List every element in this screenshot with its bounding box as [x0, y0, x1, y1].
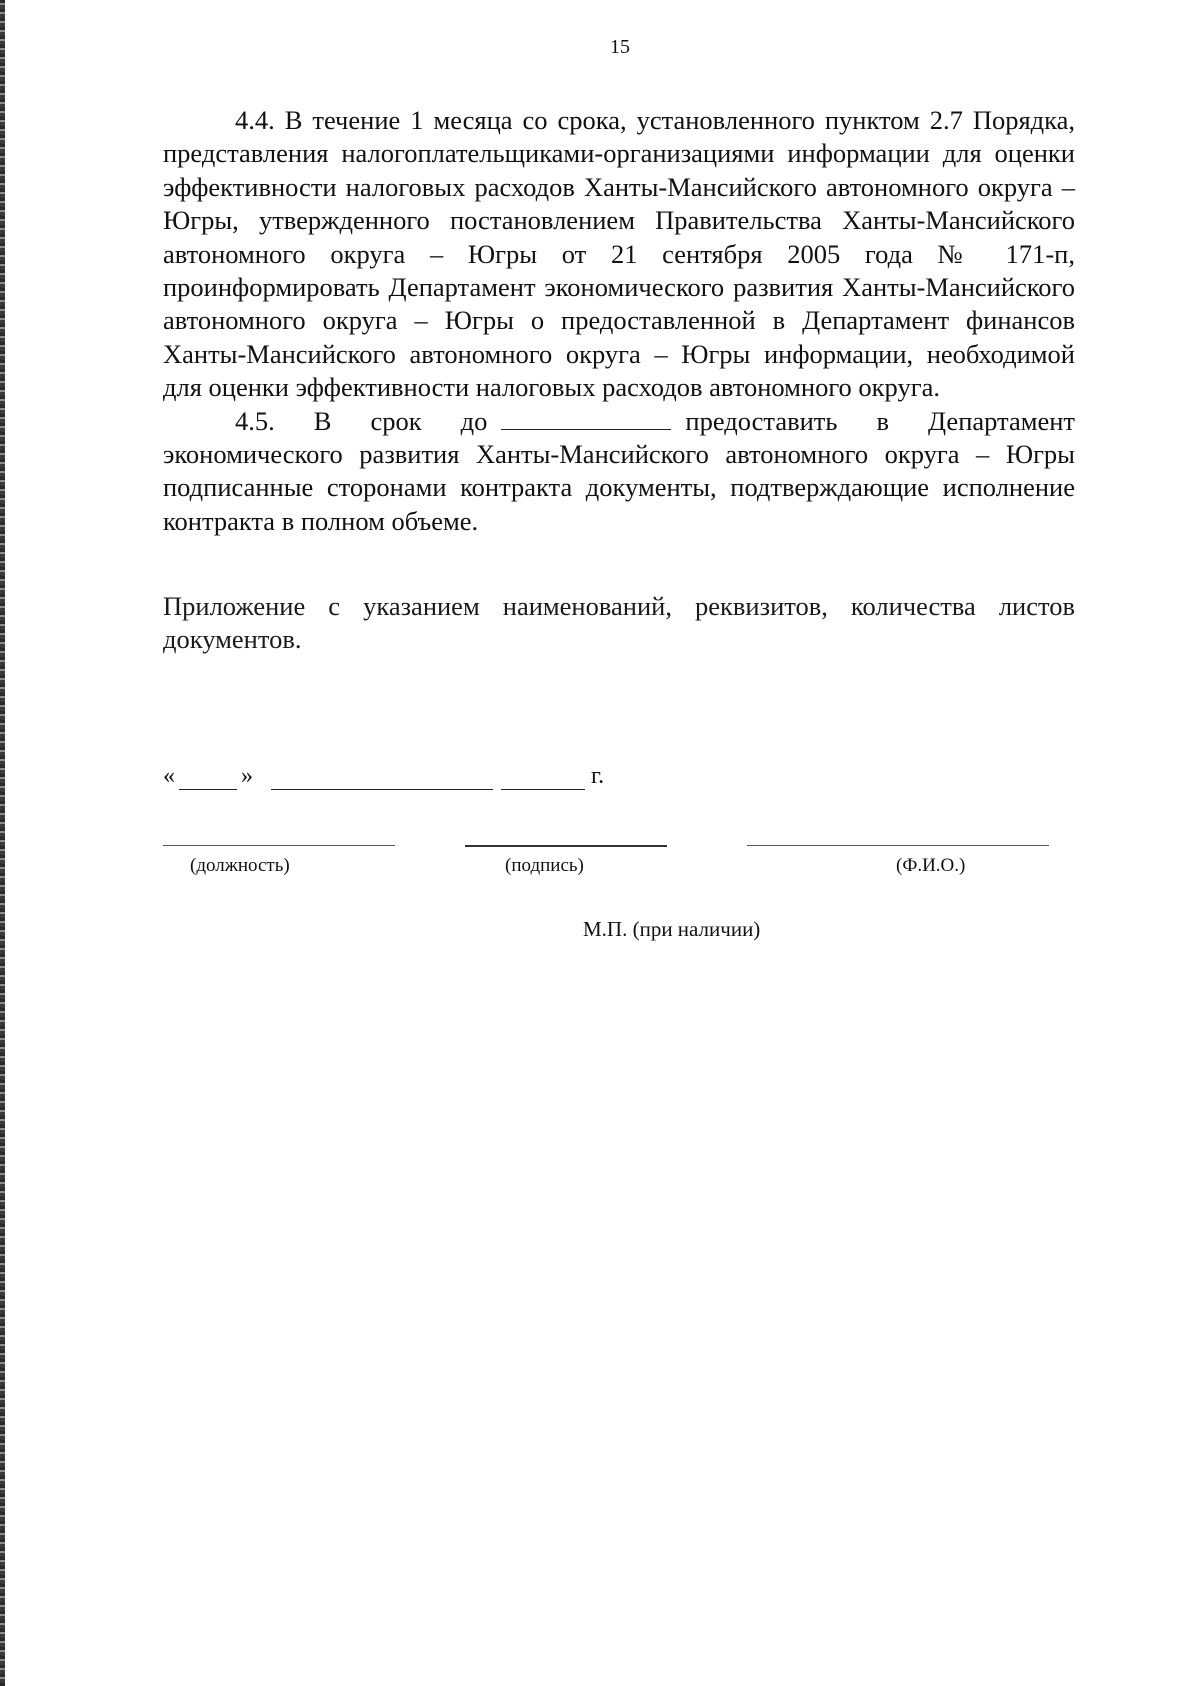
position-label: (должность): [190, 855, 290, 876]
paragraph-4-5-end: предоставить в Департамент экономического развития Ханты-Мансийского автономного округа – Югры подписанные сторонами контракта документы, подтверждающие исполнение контракта в полном объеме.: [163, 405, 1076, 536]
name-line[interactable]: [747, 845, 1049, 846]
date-line: [163, 760, 604, 790]
document-body: [163, 104, 1075, 538]
attachment-note: Приложение с указанием наименований, реквизитов, количества листов документов.: [163, 591, 1075, 655]
paragraph-4-5-start: 4.5. В срок до: [235, 405, 488, 436]
day-blank[interactable]: [179, 767, 237, 790]
date-close-quote: »: [241, 763, 253, 789]
year-suffix: г.: [591, 763, 605, 789]
signature-label: (подпись): [505, 855, 584, 876]
name-label: (Ф.И.О.): [896, 855, 966, 876]
deadline-blank[interactable]: [501, 409, 671, 430]
signature-line[interactable]: [465, 845, 667, 847]
stamp-note: М.П. (при наличии): [583, 917, 761, 941]
year-blank[interactable]: [501, 767, 585, 790]
paragraph-4-5: [163, 405, 1075, 539]
month-blank[interactable]: [271, 767, 493, 790]
scan-edge: [0, 0, 5, 1686]
page-number: 15: [610, 36, 630, 58]
paragraph-4-4: 4.4. В течение 1 месяца со срока, установленного пунктом 2.7 Порядка, представления налогоплательщиками-организациями информации для оценки эффективности налоговых расходов Ханты-Мансийского автономного округа – Югры, утвержденного постановлением Правительства Ханты-Мансийского автономного округа – Югры от 21 сентября 2005 года № 171-п, проинформировать Департамент экономического развития Ханты-Мансийского автономного округа – Югры о предоставленной в Департамент финансов Ханты-Мансийского автономного округа – Югры информации, необходимой для оценки эффективности налоговых расходов автономного округа.: [163, 105, 1075, 403]
date-open-quote: «: [163, 763, 175, 789]
position-line[interactable]: [163, 845, 395, 846]
